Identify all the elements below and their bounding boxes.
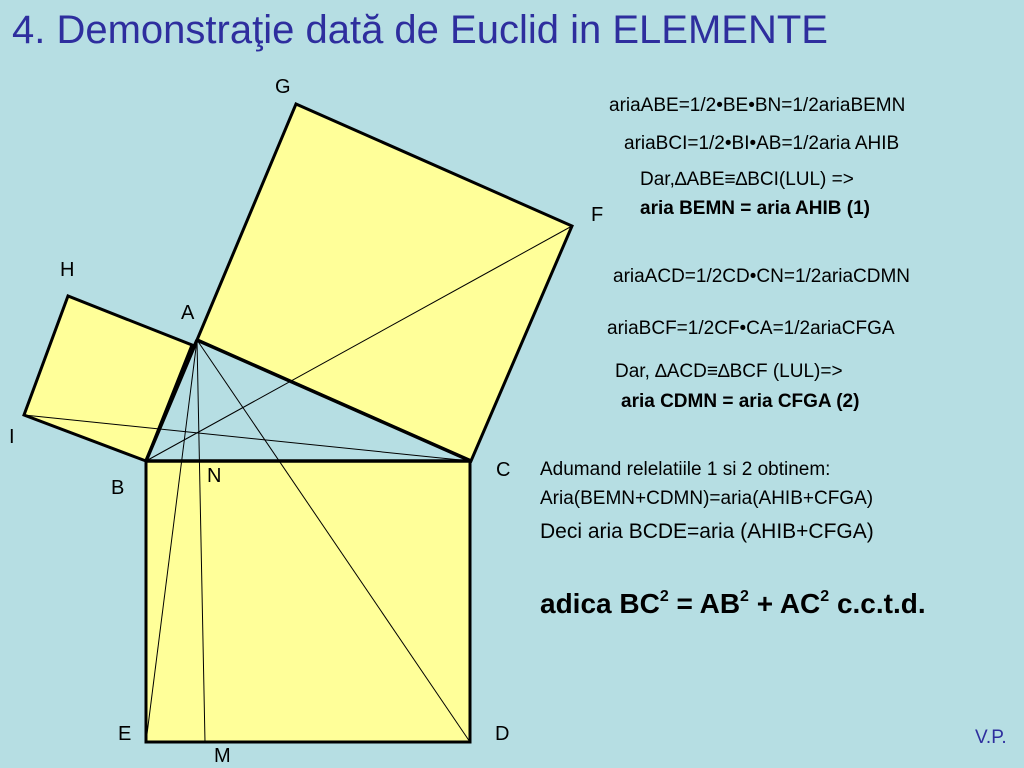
label-i: I xyxy=(9,426,15,448)
proof-line-1: ariaABE=1/2•BE•BN=1/2ariaBEMN xyxy=(609,95,906,116)
conclusion: adica $BC^2 = AB^2 + AC^2$ c.c.t.d. xyxy=(540,587,926,619)
label-h: H xyxy=(60,259,75,281)
proof-line-11: Deci aria BCDE=aria (AHIB+CFGA) xyxy=(540,520,874,543)
label-n: N xyxy=(207,465,222,487)
label-f: F xyxy=(591,204,604,226)
label-a: A xyxy=(181,302,195,324)
label-m: M xyxy=(214,745,231,767)
author-signature: V.P. xyxy=(975,727,1007,748)
proof-line-5: ariaACD=1/2CD•CN=1/2ariaCDMN xyxy=(613,266,911,287)
slide-title: 4. Demonstraţie dată de Euclid in ELEMENTE xyxy=(12,8,828,52)
proof-line-2: ariaBCI=1/2•BI•AB=1/2aria AHIB xyxy=(624,133,900,154)
proof-line-10: Aria(BEMN+CDMN)=aria(AHIB+CFGA) xyxy=(540,488,874,509)
proof-line-6: ariaBCF=1/2CF•CA=1/2ariaCFGA xyxy=(607,318,895,339)
square-acfg xyxy=(197,104,572,461)
label-b: B xyxy=(111,477,125,499)
label-e: E xyxy=(118,723,132,745)
label-d: D xyxy=(495,723,510,745)
label-c: C xyxy=(496,459,511,481)
proof-line-9: Adumand relelatiile 1 si 2 obtinem: xyxy=(540,459,831,480)
square-abih xyxy=(24,296,195,461)
proof-line-3: Dar,∆ABE≡∆BCI(LUL) => xyxy=(640,169,854,190)
proof-line-8: aria CDMN = aria CFGA (2) xyxy=(621,391,860,412)
label-g: G xyxy=(275,76,291,98)
proof-line-7: Dar, ∆ACD≡∆BCF (LUL)=> xyxy=(615,361,843,382)
proof-line-4: aria BEMN = aria AHIB (1) xyxy=(640,198,871,219)
